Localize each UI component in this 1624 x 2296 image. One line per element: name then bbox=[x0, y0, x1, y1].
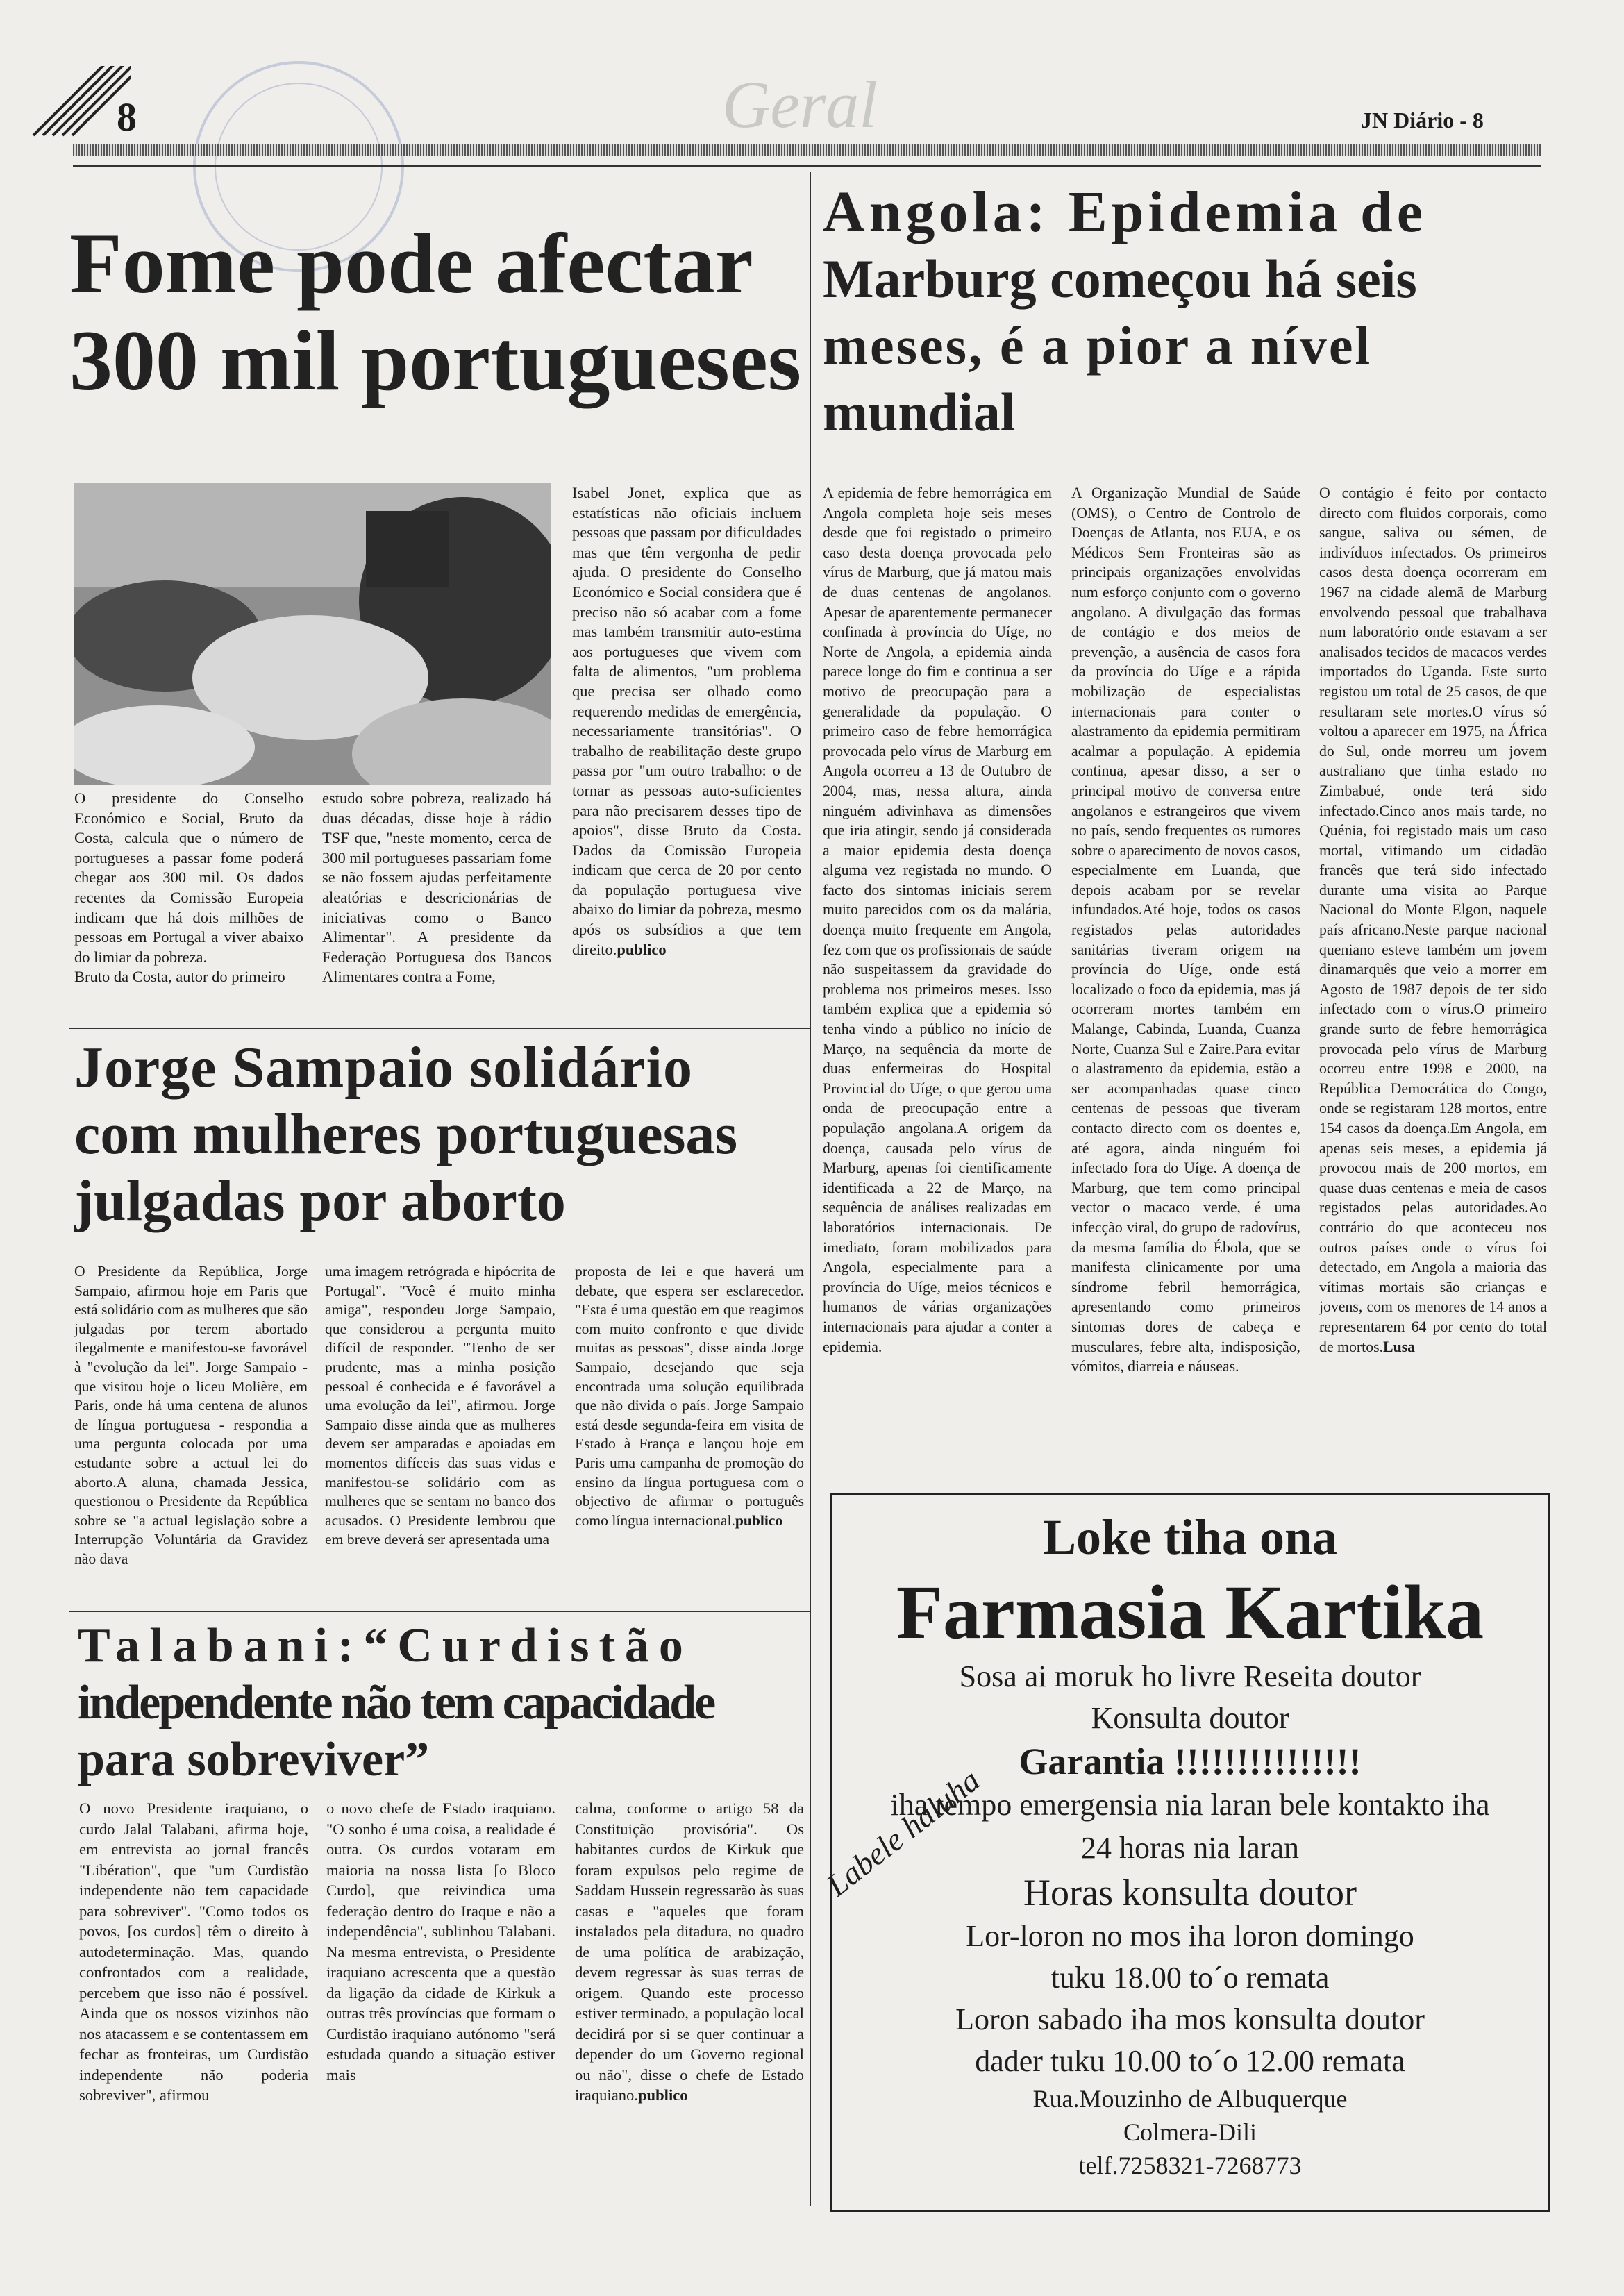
running-head: JN Diário - 8 bbox=[1361, 108, 1484, 133]
ad-city: Colmera-Dili bbox=[1123, 2118, 1257, 2146]
article3-col3: proposta de lei e que haverá um debate, que espera ser esclarecedor. "Esta é uma questão em que reagimos com muito confronto e que divide muitas as pessoas", disse ainda Jorge Sampaio, desejando que seja encontrada uma solução equilibrada que não divida o país. Jorge Sampaio está desde segunda-feira em visita de Estado à França e lançou hoje em Paris uma campanha de promoção do ensino da língua portuguesa com o objectivo de afirmar o português como língua internacional.publico bbox=[575, 1263, 804, 1529]
ad-phone: telf.7258321-7268773 bbox=[1078, 2152, 1302, 2179]
ad-address: Rua.Mouzinho de Albuquerque bbox=[1032, 2085, 1348, 2113]
article3-col2: uma imagem retrógrada e hipócrita de Portugal". "Você é muito minha amiga", respondeu Jorge Sampaio, que considerou a pergunta muito difícil de responder. "Tenho de ser prudente, mas a minha posição pessoal é conhecida e é favorável a uma evolução da lei", afirmou. Jorge Sampaio disse ainda que as mulheres devem ser amparadas e apoiadas em momentos difíceis das suas vidas e manifestou-se solidário com as mulheres que se sentam no banco dos acusados. O Presidente lembrou que em breve deverá ser apresentada uma bbox=[325, 1263, 555, 1548]
ad-stamp-text: Labele haluha bbox=[819, 1761, 987, 1903]
ad-line-10: tuku 18.00 to´o remata bbox=[1050, 1961, 1330, 1995]
article-divider bbox=[69, 1611, 810, 1612]
article-divider bbox=[69, 1028, 810, 1029]
article4-col1: O novo Presidente iraquiano, o curdo Jalal Talabani, afirma hoje, em entrevista ao jornal francês "Libération", que "um Curdistão independente não tem capacidade para sobreviver". "Como todos os povos, [os curdos] têm o direito à autodeterminação. Mas, quando confrontados com a realidade, percebem que isso não é possível. Ainda que os nossos vizinhos não nos atacassem e se contentassem em fechar as fronteiras, um Curdistão independente não poderia sobreviver", afirmou bbox=[79, 1800, 308, 2104]
article4-col2: o novo chefe de Estado iraquiano. "O sonho é uma coisa, a realidade é outra. Os curdos votaram em maioria na nossa lista [o Bloco Curdo], que reivindica uma federação dentro do Iraque e não a independência", sublinhou Talabani. Na mesma entrevista, o Presidente iraquiano acrescenta que a questão da ligação da cidade de Kirkuk a outras três províncias que formam o Curdistão iraquiano autónomo "será estudada quando a situação estiver mais bbox=[326, 1800, 555, 2084]
article1-col1: O presidente do Conselho Económico e Social, Bruto da Costa, calcula que o número de portugueses a passar fome poderá chegar aos 300 mil. Os dados recentes da Comissão Europeia indicam que há dois milhões de pessoas em Portugal a viver abaixo do limiar da pobreza. Bruto da Costa, autor do primeiro bbox=[74, 789, 303, 986]
article3-col1: O Presidente da República, Jorge Sampaio, afirmou hoje em Paris que está solidário com as mulheres que são julgadas por terem abortado ilegalmente e manifestou-se favorável à "evolução da lei". Jorge Sampaio - que visitou hoje o liceu Molière, em Paris, onde há uma centena de alunos de língua portuguesa - respondia a uma pergunta colocada por uma estudante sobre a actual lei do aborto.A aluna, chamada Jessica, questionou o Presidente da República sobre se "a actual legislação sobre a Interrupção Voluntária da Gravidez não dava bbox=[74, 1263, 308, 1567]
article2-col2: A Organização Mundial de Saúde (OMS), o Centro de Controlo de Doenças de Atlanta, nos EUA, e os Médicos Sem Fronteiras são as principais organizações envolvidas num esforço conjunto com o governo angolano. A divulgação das formas de contágio e dos meios de prevenção, a ausência de casos fora da província do Uíge e a rápida mobilização de especialistas internacionais para conter o alastramento da epidemia permitiram acalmar a população. A epidemia continua, apesar disso, a ser o principal motivo de conversa entre angolanos e estrangeiros que vivem no país, sendo frequentes os rumores sobre o aparecimento de novos casos, especialmente em Luanda, que depois acabam por se revelar infundados.Até hoje, todos os casos registados pelas autoridades sanitárias tiveram origem na província do Uíge, onde está localizado o foco da epidemia, mas já ocorreram mortes também em Malange, Cabinda, Luanda, Cuanza Norte, Cuanza Sul e Zaire.Para evitar o alastramento da epidemia, estão a ser acompanhadas quase cinco centenas de pessoas que tiveram contacto directo com os doentes e, até agora, ainda ninguém foi infectado fora do Uíge. A doença de Marburg, que tem como principal vector o macaco verde, é uma infecção viral, do grupo de radovírus, da mesma família do Ébola, que se manifesta clinicamente por uma síndrome febril hemorrágica, apresentando como primeiros sintomas dores de cabeça e musculares, febre alta, indisposição, vómitos, diarreia e náuseas. bbox=[1071, 485, 1300, 1375]
ad-line-9: Lor-loron no mos iha loron domingo bbox=[966, 1919, 1414, 1953]
ad-line-6: iha tempo emergensia nia laran bele kontakto iha bbox=[890, 1788, 1490, 1822]
headline-fome: Fome pode afectar 300 mil portugueses bbox=[69, 216, 801, 408]
article4-col3: calma, conforme o artigo 58 da Constituição provisória". Os habitantes curdos de Kirkuk que foram expulsos pelo regime de Saddam Hussein regressarão às suas casas e "aqueles que foram instalados pela ditadura, no quadro de uma política de arabização, devem regressar às suas terras de origem. Quando este processo estiver terminado, a população local decidirá por si se quer continuar a depender do um Governo regional ou não", disse o chefe de Estado iraquiano.publico bbox=[575, 1800, 804, 2104]
page-corner-stripes bbox=[26, 66, 131, 142]
pharmacy-advert bbox=[830, 1493, 1550, 2212]
article1-col3: Isabel Jonet, explica que as estatísticas não oficiais incluem pessoas que passam por dificuldades mas que têm vergonha de pedir ajuda. O presidente do Conselho Económico e Social considera que é preciso não só acabar com a fome mas também transmitir auto-estima aos portugueses que vivem com falta de alimentos, "um problema que precisa ser olhado como requerendo medidas de emergência, necessariamente transitórias". O trabalho de reabilitação deste grupo passa por "um outro trabalho: o de tornar as pessoas auto-suficientes para não precisarem desses tipo de apoios", disse Bruto da Costa. Dados da Comissão Europeia indicam que cerca de 20 por cento da população portuguesa vive abaixo do limiar da pobreza, mesmo após os subsídios a que tem direito.publico bbox=[572, 484, 801, 958]
ad-line-4: Konsulta doutor bbox=[1091, 1701, 1289, 1735]
section-title: Geral bbox=[722, 67, 878, 142]
article1-col2: estudo sobre pobreza, realizado há duas décadas, disse hoje à rádio TSF que, "neste momento, cerca de 300 mil portugueses passariam fome se não fossem ajudas perfeitamente aleatórias e descricionárias de iniciativas como o Banco Alimentar". A presidente da Federação Portuguesa dos Bancos Alimentares contra a Fome, bbox=[322, 789, 551, 986]
ad-guarantee: Garantia !!!!!!!!!!!!!!! bbox=[1019, 1741, 1362, 1782]
header-rule-thin bbox=[73, 165, 1541, 167]
headline-sampaio: Jorge Sampaio solidário com mulheres portuguesas julgadas por aborto bbox=[74, 1035, 738, 1233]
ad-line-7: 24 horas nia laran bbox=[1081, 1831, 1299, 1865]
ad-line-3: Sosa ai moruk ho livre Reseita doutor bbox=[959, 1659, 1421, 1693]
page-number: 8 bbox=[117, 94, 137, 140]
article2-col1: A epidemia de febre hemorrágica em Angola completa hoje seis meses desde que foi registado o primeiro caso desta doença provocada pelo vírus de Marburg, que já matou mais de duas centenas de angolanos. Apesar de aparentemente permanecer confinada à província do Uíge, no Norte de Angola, a epidemia ainda parece longe do fim e continua a ser motivo de preocupação para a generalidade da população. O primeiro caso de febre hemorrágica provocada pelo vírus de Marburg em Angola ocorreu a 13 de Outubro de 2004, mas, nessa altura, ainda ninguém adivinhava as dimensões que iria atingir, sendo já considerada a maior epidemia desta doença alguma vez registada no mundo. O facto dos sintomas iniciais serem muito parecidos com os da malária, doença muito frequente em Angola, fez com que os profissionais de saúde não suspeitassem da gravidade do problema nos primeiros meses. Isso também explica que a epidemia só tenha vindo a público no início de Março, na sequência da morte de duas enfermeiras do Hospital Provincial do Uíge, o que gerou uma onda de preocupação entre a população angolana.A origem da doença, causada pelo vírus de Marburg, apenas foi cientificamente identificada a 22 de Março, na sequência de análises realizadas em laboratórios internacionais. De imediato, foram mobilizados para Angola, especialmente para a província do Uíge, meios técnicos e humanos de várias organizações internacionais para ajudar a conter a epidemia. bbox=[823, 485, 1052, 1355]
article2-col3: O contágio é feito por contacto directo com fluidos corporais, como sangue, saliva ou sémen, de indivíduos infectados. Os primeiros casos desta doença ocorreram em 1967 na cidade alemã de Marburg envolvendo pessoal que trabalhava num laboratório onde estavam a ser analisados tecidos de macacos verdes importados do Uganda. Este surto registou um total de 25 casos, de que resultaram sete mortes.O vírus só voltou a aparecer em 1975, na África do Sul, onde morreu um jovem australiano que tinha estado no Zimbabué, onde terá sido infectado.Cinco anos mais tarde, no Quénia, foi registado mais um caso mortal, vitimando um cidadão francês que terá sido infectado durante uma visita ao Parque Nacional do Monte Elgon, naquele país africano.Neste parque nacional queniano esteve também um jovem dinamarquês que veio a morrer em Agosto de 1987 depois de ter sido infectado com o vírus.O primeiro grande surto de febre hemorrágica provocada pelo vírus de Marburg ocorreu entre 1998 e 2000, na República Democrática do Congo, onde se registaram 128 mortos, entre 154 casos da doença.Em Angola, em apenas seis meses, a epidemia já provocou mais de 200 mortos, em quase duas centenas e meia de casos registados pelas autoridades.Ao contrário do que aconteceu nos outros países onde o vírus foi detectado, em Angola a maioria das vítimas mortais são crianças e jovens, com os menores de 14 anos a representarem 64 por cento do total de mortos.Lusa bbox=[1319, 485, 1547, 1355]
ad-pharmacy-name: Farmasia Kartika bbox=[896, 1570, 1484, 1654]
headline-talabani: Talabani:“Curdistão independente não tem capacidade para sobreviver” bbox=[78, 1619, 714, 1786]
header-rule bbox=[73, 144, 1541, 156]
ad-line-11: Loron sabado iha mos konsulta doutor bbox=[955, 2002, 1425, 2036]
headline-angola: Angola: Epidemia de Marburg começou há seis meses, é a pior a nível mundial bbox=[823, 180, 1428, 442]
food-aid-photo bbox=[74, 483, 551, 785]
ad-line-1: Loke tiha ona bbox=[1042, 1509, 1338, 1565]
ad-hours-heading: Horas konsulta doutor bbox=[1023, 1872, 1357, 1913]
ad-line-12: dader tuku 10.00 to´o 12.00 remata bbox=[975, 2044, 1405, 2078]
